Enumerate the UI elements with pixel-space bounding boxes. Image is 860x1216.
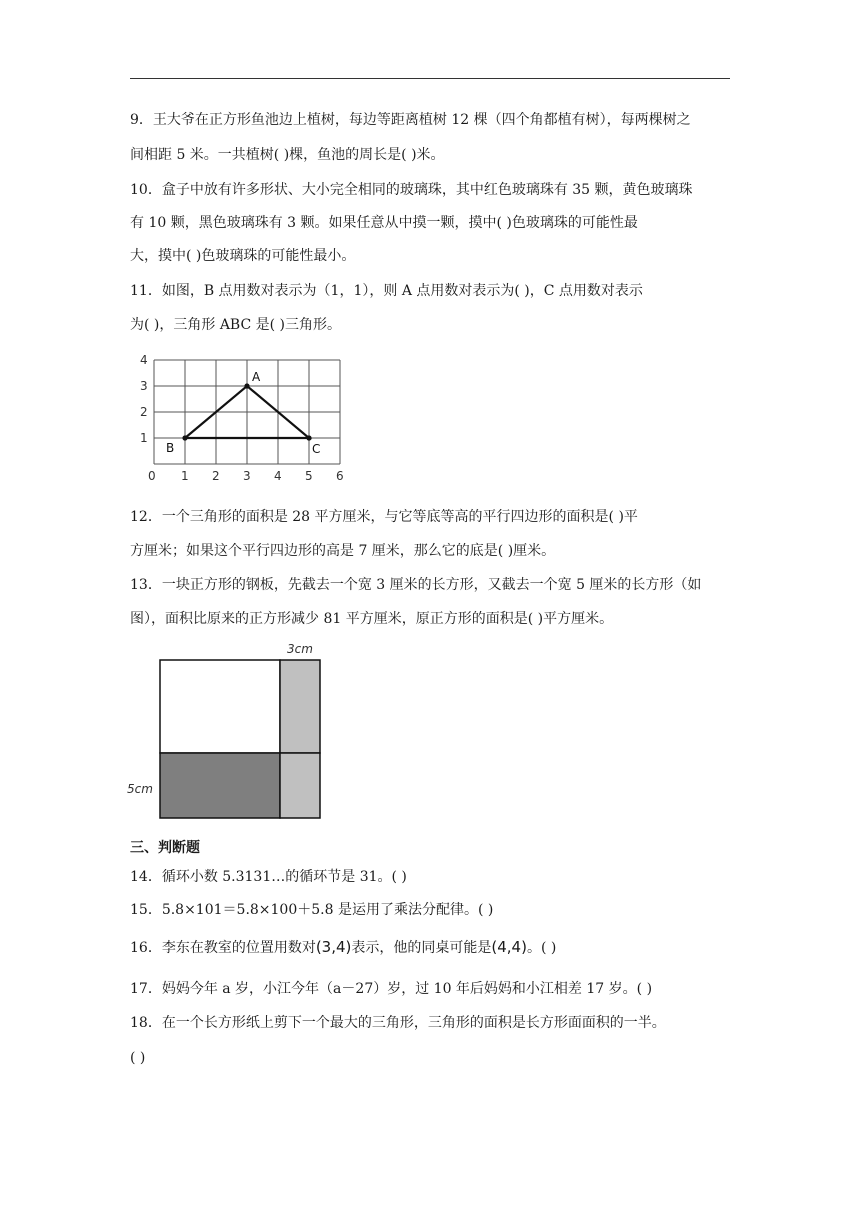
cut-strip-5cm bbox=[160, 753, 280, 818]
corner-piece bbox=[280, 753, 320, 818]
coordinate-grid-figure bbox=[134, 350, 354, 485]
q16-text-middle: 表示，他的同桌可能是 bbox=[351, 940, 492, 956]
y-tick-label: 2 bbox=[140, 405, 148, 419]
q10-line1: 10．盒子中放有许多形状、大小完全相同的玻璃珠，其中红色玻璃珠有 35 颗，黄色玻璃珠 bbox=[130, 182, 693, 198]
q16 bbox=[130, 937, 730, 958]
q16-pair2: (4,4) bbox=[491, 938, 527, 956]
point-c bbox=[306, 435, 311, 440]
x-tick-label: 2 bbox=[212, 469, 220, 483]
q10-line3: 大，摸中( )色玻璃珠的可能性最小。 bbox=[130, 248, 356, 264]
q12-line2: 方厘米；如果这个平行四边形的高是 7 厘米，那么它的底是( )厘米。 bbox=[130, 543, 556, 559]
section-title-judgement: 三、判断题 bbox=[130, 840, 200, 856]
q18-line2: ( ) bbox=[130, 1050, 146, 1066]
q11-line1: 11．如图，B 点用数对表示为（1，1），则 A 点用数对表示为( )，C 点用数对表示 bbox=[130, 283, 643, 299]
q13-line2: 图），面积比原来的正方形减少 81 平方厘米，原正方形的面积是( )平方厘米。 bbox=[130, 611, 614, 627]
q14: 14．循环小数 5.3131…的循环节是 31。( ) bbox=[130, 869, 407, 885]
steel-plate-figure bbox=[125, 640, 335, 825]
q16-text-before: 16．李东在教室的位置用数对 bbox=[130, 940, 316, 956]
q16-pair1: (3,4) bbox=[315, 938, 352, 956]
remaining-square bbox=[160, 660, 280, 753]
q9-line1: 9．王大爷在正方形鱼池边上植树，每边等距离植树 12 棵（四个角都植有树），每两棵树之 bbox=[130, 112, 691, 128]
header-rule bbox=[130, 78, 730, 79]
point-b bbox=[182, 435, 187, 440]
label-3cm: 3cm bbox=[287, 642, 313, 656]
q16-text-after: 。( ) bbox=[526, 940, 557, 956]
y-tick-label: 4 bbox=[140, 353, 148, 367]
x-tick-label: 3 bbox=[243, 469, 251, 483]
point-b-label: B bbox=[166, 441, 175, 455]
q17: 17．妈妈今年 a 岁，小江今年（a－27）岁，过 10 年后妈妈和小江相差 17 岁。( ) bbox=[130, 981, 653, 997]
q12-line1: 12．一个三角形的面积是 28 平方厘米，与它等底等高的平行四边形的面积是( )平 bbox=[130, 509, 638, 525]
q11-line2: 为( )，三角形 ABC 是( )三角形。 bbox=[130, 317, 342, 333]
cut-strip-3cm bbox=[280, 660, 320, 753]
x-tick-label: 1 bbox=[181, 469, 189, 483]
q18-line1: 18．在一个长方形纸上剪下一个最大的三角形，三角形的面积是长方形面面积的一半。 bbox=[130, 1015, 666, 1031]
x-tick-label: 6 bbox=[336, 469, 344, 483]
label-5cm: 5cm bbox=[127, 782, 153, 796]
q15: 15．5.8×101＝5.8×100＋5.8 是运用了乘法分配律。( ) bbox=[130, 902, 494, 918]
point-a bbox=[244, 383, 249, 388]
q10-line2: 有 10 颗，黑色玻璃珠有 3 颗。如果任意从中摸一颗，摸中( )色玻璃珠的可能性最 bbox=[130, 215, 638, 231]
x-tick-label: 4 bbox=[274, 469, 282, 483]
point-c-label: C bbox=[312, 442, 321, 456]
x-tick-label: 5 bbox=[305, 469, 313, 483]
y-tick-label: 3 bbox=[140, 379, 148, 393]
q9-line2: 间相距 5 米。一共植树( )棵，鱼池的周长是( )米。 bbox=[130, 147, 445, 163]
x-tick-label: 0 bbox=[148, 469, 156, 483]
q13-line1: 13．一块正方形的钢板，先截去一个宽 3 厘米的长方形，又截去一个宽 5 厘米的长方形（如 bbox=[130, 577, 702, 593]
y-tick-label: 1 bbox=[140, 431, 148, 445]
point-a-label: A bbox=[252, 370, 261, 384]
